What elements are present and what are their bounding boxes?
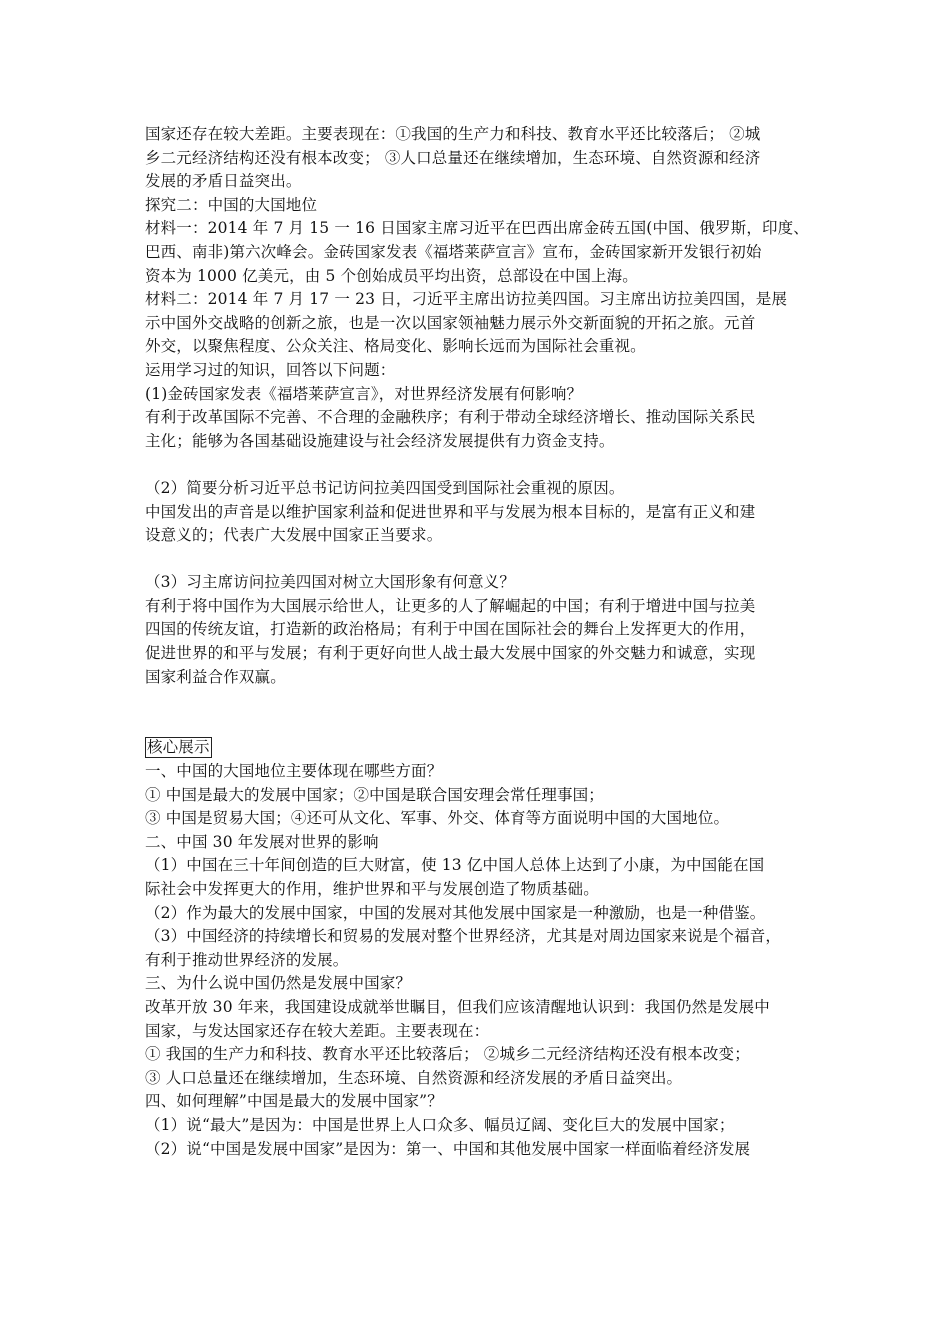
heading-line: 探究二：中国的大国地位: [145, 195, 318, 214]
text-line: 改革开放 30 年来，我国建设成就举世瞩目，但我们应该清醒地认识到：我国仍然是发展中: [145, 997, 770, 1016]
paragraph-block-1: [145, 123, 825, 453]
text-line: ① 我国的生产力和科技、教育水平还比较落后； ②城乡二元经济结构还没有根本改变；: [145, 1045, 750, 1064]
question-line: （2）简要分析习近平总书记访问拉美四国受到国际社会重视的原因。: [145, 478, 625, 497]
text-line: ③ 人口总量还在继续增加，生态环境、自然资源和经济发展的矛盾日益突出。: [145, 1068, 683, 1087]
answer-line: 促进世界的和平与发展；有利于更好向世人战士最大发展中国家的外交魅力和诚意，实现: [145, 644, 756, 663]
text-line: ③ 中国是贸易大国；④还可从文化、军事、外交、体育等方面说明中国的大国地位。: [145, 809, 730, 828]
text-line: 巴西、南非)第六次峰会。金砖国家发表《福塔莱萨宣言》宣布，金砖国家新开发银行初始: [145, 242, 762, 261]
answer-line: 主化；能够为各国基础设施建设与社会经济发展提供有力资金支持。: [145, 431, 615, 450]
text-line: 示中国外交战略的创新之旅，也是一次以国家领袖魅力展示外交新面貌的开拓之旅。元首: [145, 313, 756, 332]
heading-line: 一、中国的大国地位主要体现在哪些方面？: [145, 762, 443, 781]
blank-line: [145, 689, 825, 713]
section-title-row: [145, 736, 825, 760]
blank-line: [145, 453, 825, 477]
document-page: [145, 123, 825, 1161]
answer-line: 设意义的；代表广大发展中国家正当要求。: [145, 526, 443, 545]
text-line: 国家，与发达国家还存在较大差距。主要表现在：: [145, 1021, 490, 1040]
text-line: 乡二元经济结构还没有根本改变； ③人口总量还在继续增加，生态环境、自然资源和经济: [145, 148, 761, 167]
paragraph-block-3: [145, 571, 825, 689]
text-line: 材料二：2014 年 7 月 17 一 23 日，刁近平主席出访拉美四国。习主席出访拉美四国，是展: [145, 290, 788, 309]
text-line: （2）说“中国是发展中国家”是因为：第一、中国和其他发展中国家一样面临着经济发展: [145, 1139, 751, 1158]
blank-line: [145, 713, 825, 737]
answer-line: 有利于改革国际不完善、不合理的金融秩序；有利于带动全球经济增长、推动国际关系民: [145, 408, 756, 427]
paragraph-block-2: [145, 477, 825, 548]
answer-line: 中国发出的声音是以维护国家利益和促进世界和平与发展为根本目标的，是富有正义和建: [145, 502, 756, 521]
text-line: （1）说“最大”是因为：中国是世界上人口众多、幅员辽阔、变化巨大的发展中国家；: [145, 1115, 735, 1134]
blank-line: [145, 548, 825, 572]
text-line: （2）作为最大的发展中国家，中国的发展对其他发展中国家是一种激励，也是一种借鉴。: [145, 903, 766, 922]
text-line: （3）中国经济的持续增长和贸易的发展对整个世界经济，尤其是对周边国家来说是个福音，: [145, 927, 782, 946]
text-line: 发展的矛盾日益突出。: [145, 172, 302, 191]
answer-line: 四国的传统友谊，打造新的政治格局；有利于中国在国际社会的舞台上发挥更大的作用，: [145, 620, 756, 639]
text-line: 际社会中发挥更大的作用，维护世界和平与发展创造了物质基础。: [145, 880, 599, 898]
text-line: 资本为 1000 亿美元，由 5 个创始成员平均出资，总部设在中国上海。: [145, 266, 638, 285]
heading-line: 四、如何理解”中国是最大的发展中国家”？: [145, 1092, 443, 1111]
answer-line: 国家利益合作双赢。: [145, 667, 286, 686]
text-line: ① 中国是最大的发展中国家；②中国是联合国安理会常任理事国；: [145, 785, 604, 804]
text-line: 材料一：2014 年 7 月 15 一 16 日国家主席习近平在巴西出席金砖五国(中国、俄罗斯，印度、: [145, 219, 809, 238]
section-title: 核心展示: [147, 738, 210, 757]
heading-line: 二、中国 30 年发展对世界的影响: [145, 832, 379, 851]
text-line: （1）中国在三十年间创造的巨大财富，使 13 亿中国人总体上达到了小康，为中国能在国: [145, 856, 765, 875]
text-line: 国家还存在较大差距。主要表现在：①我国的生产力和科技、教育水平还比较落后； ②城: [145, 125, 761, 143]
text-line: 有利于推动世界经济的发展。: [145, 950, 349, 969]
paragraph-block-4: [145, 760, 825, 1161]
heading-line: 三、为什么说中国仍然是发展中国家？: [145, 974, 412, 993]
question-line: (1)金砖国家发表《福塔莱萨宣言》，对世界经济发展有何影响？: [145, 384, 583, 403]
text-line: 运用学习过的知识，回答以下问题：: [145, 360, 396, 379]
answer-line: 有利于将中国作为大国展示给世人，让更多的人了解崛起的中国；有利于增进中国与拉美: [145, 596, 756, 615]
question-line: （3）习主席访问拉美四国对树立大国形象有何意义？: [145, 573, 515, 592]
text-line: 外交，以聚焦程度、公众关注、格局变化、影响长远而为国际社会重视。: [145, 337, 646, 356]
